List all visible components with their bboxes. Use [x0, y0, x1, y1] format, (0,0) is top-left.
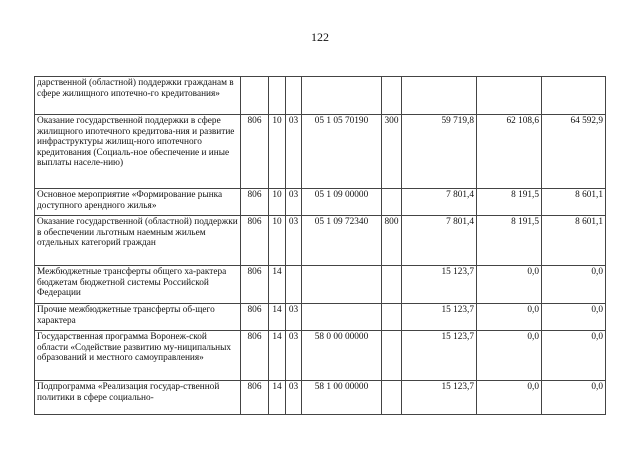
expense-type-cell: 800 [382, 216, 402, 266]
section-cell: 10 [269, 189, 286, 216]
subsection-cell: 03 [286, 189, 302, 216]
section-cell: 10 [269, 115, 286, 189]
grbs-cell: 806 [241, 381, 269, 415]
grbs-cell: 806 [241, 331, 269, 381]
year2-amount: 0,0 [477, 304, 542, 331]
year3-amount: 0,0 [542, 381, 606, 415]
section-cell [269, 77, 286, 115]
row-name: Оказание государственной (областной) поддержки в обеспечении льготным наемным жильем отдельных категорий граждан [35, 216, 241, 266]
budget-table [34, 76, 606, 415]
year2-amount: 8 191,5 [477, 189, 542, 216]
target-article-cell [302, 266, 382, 304]
subsection-cell [286, 77, 302, 115]
expense-type-cell [382, 331, 402, 381]
target-article-cell: 58 1 00 00000 [302, 381, 382, 415]
grbs-cell: 806 [241, 216, 269, 266]
section-cell: 14 [269, 381, 286, 415]
page-number: 122 [311, 30, 329, 44]
year3-amount: 0,0 [542, 331, 606, 381]
target-article-cell: 05 1 05 70190 [302, 115, 382, 189]
year3-amount [542, 77, 606, 115]
row-name: Прочие межбюджетные трансферты об-щего характера [35, 304, 241, 331]
year3-amount: 8 601,1 [542, 189, 606, 216]
section-cell: 14 [269, 331, 286, 381]
table-row [35, 266, 606, 304]
expense-type-cell [382, 266, 402, 304]
year2-amount: 0,0 [477, 331, 542, 381]
year1-amount: 15 123,7 [402, 381, 477, 415]
year1-amount [402, 77, 477, 115]
expense-type-cell [382, 77, 402, 115]
grbs-cell: 806 [241, 115, 269, 189]
year2-amount [477, 77, 542, 115]
section-cell: 10 [269, 216, 286, 266]
table-row [35, 331, 606, 381]
section-cell: 14 [269, 304, 286, 331]
subsection-cell: 03 [286, 331, 302, 381]
subsection-cell: 03 [286, 216, 302, 266]
year3-amount: 0,0 [542, 304, 606, 331]
row-name: Основное мероприятие «Формирование рынка доступного арендного жилья» [35, 189, 241, 216]
year1-amount: 59 719,8 [402, 115, 477, 189]
expense-type-cell [382, 381, 402, 415]
target-article-cell: 05 1 09 00000 [302, 189, 382, 216]
target-article-cell [302, 304, 382, 331]
target-article-cell: 58 0 00 00000 [302, 331, 382, 381]
table-row [35, 216, 606, 266]
year2-amount: 0,0 [477, 266, 542, 304]
year2-amount: 8 191,5 [477, 216, 542, 266]
row-name: Государственная программа Воронеж-ской области «Содействие развитию му-ниципальных образований и местного самоуправления» [35, 331, 241, 381]
expense-type-cell: 300 [382, 115, 402, 189]
grbs-cell [241, 77, 269, 115]
subsection-cell: 03 [286, 381, 302, 415]
expense-type-cell [382, 304, 402, 331]
year2-amount: 62 108,6 [477, 115, 542, 189]
year1-amount: 15 123,7 [402, 304, 477, 331]
row-name: Оказание государственной поддержки в сфере жилищного ипотечного кредитова-ния и развитие инфраструктуры жилищ-ного ипотечного кредитования (Социаль-ное обеспечение и иные выплаты населе-нию) [35, 115, 241, 189]
row-name: дарственной (областной) поддержки гражданам в сфере жилищного ипотечно-го кредитования» [35, 77, 241, 115]
section-cell: 14 [269, 266, 286, 304]
table-row [35, 381, 606, 415]
grbs-cell: 806 [241, 304, 269, 331]
expense-type-cell [382, 189, 402, 216]
table-row [35, 189, 606, 216]
table-row [35, 77, 606, 115]
row-name: Межбюджетные трансферты общего ха-рактера бюджетам бюджетной системы Российской Федерации [35, 266, 241, 304]
subsection-cell: 03 [286, 304, 302, 331]
subsection-cell [286, 266, 302, 304]
year1-amount: 7 801,4 [402, 216, 477, 266]
grbs-cell: 806 [241, 266, 269, 304]
target-article-cell [302, 77, 382, 115]
year1-amount: 15 123,7 [402, 331, 477, 381]
row-name: Подпрограмма «Реализация государ-ственной политики в сфере социально- [35, 381, 241, 415]
year3-amount: 64 592,9 [542, 115, 606, 189]
table-row [35, 304, 606, 331]
year3-amount: 8 601,1 [542, 216, 606, 266]
target-article-cell: 05 1 09 72340 [302, 216, 382, 266]
year1-amount: 15 123,7 [402, 266, 477, 304]
year3-amount: 0,0 [542, 266, 606, 304]
grbs-cell: 806 [241, 189, 269, 216]
year1-amount: 7 801,4 [402, 189, 477, 216]
table-row [35, 115, 606, 189]
subsection-cell: 03 [286, 115, 302, 189]
year2-amount: 0,0 [477, 381, 542, 415]
